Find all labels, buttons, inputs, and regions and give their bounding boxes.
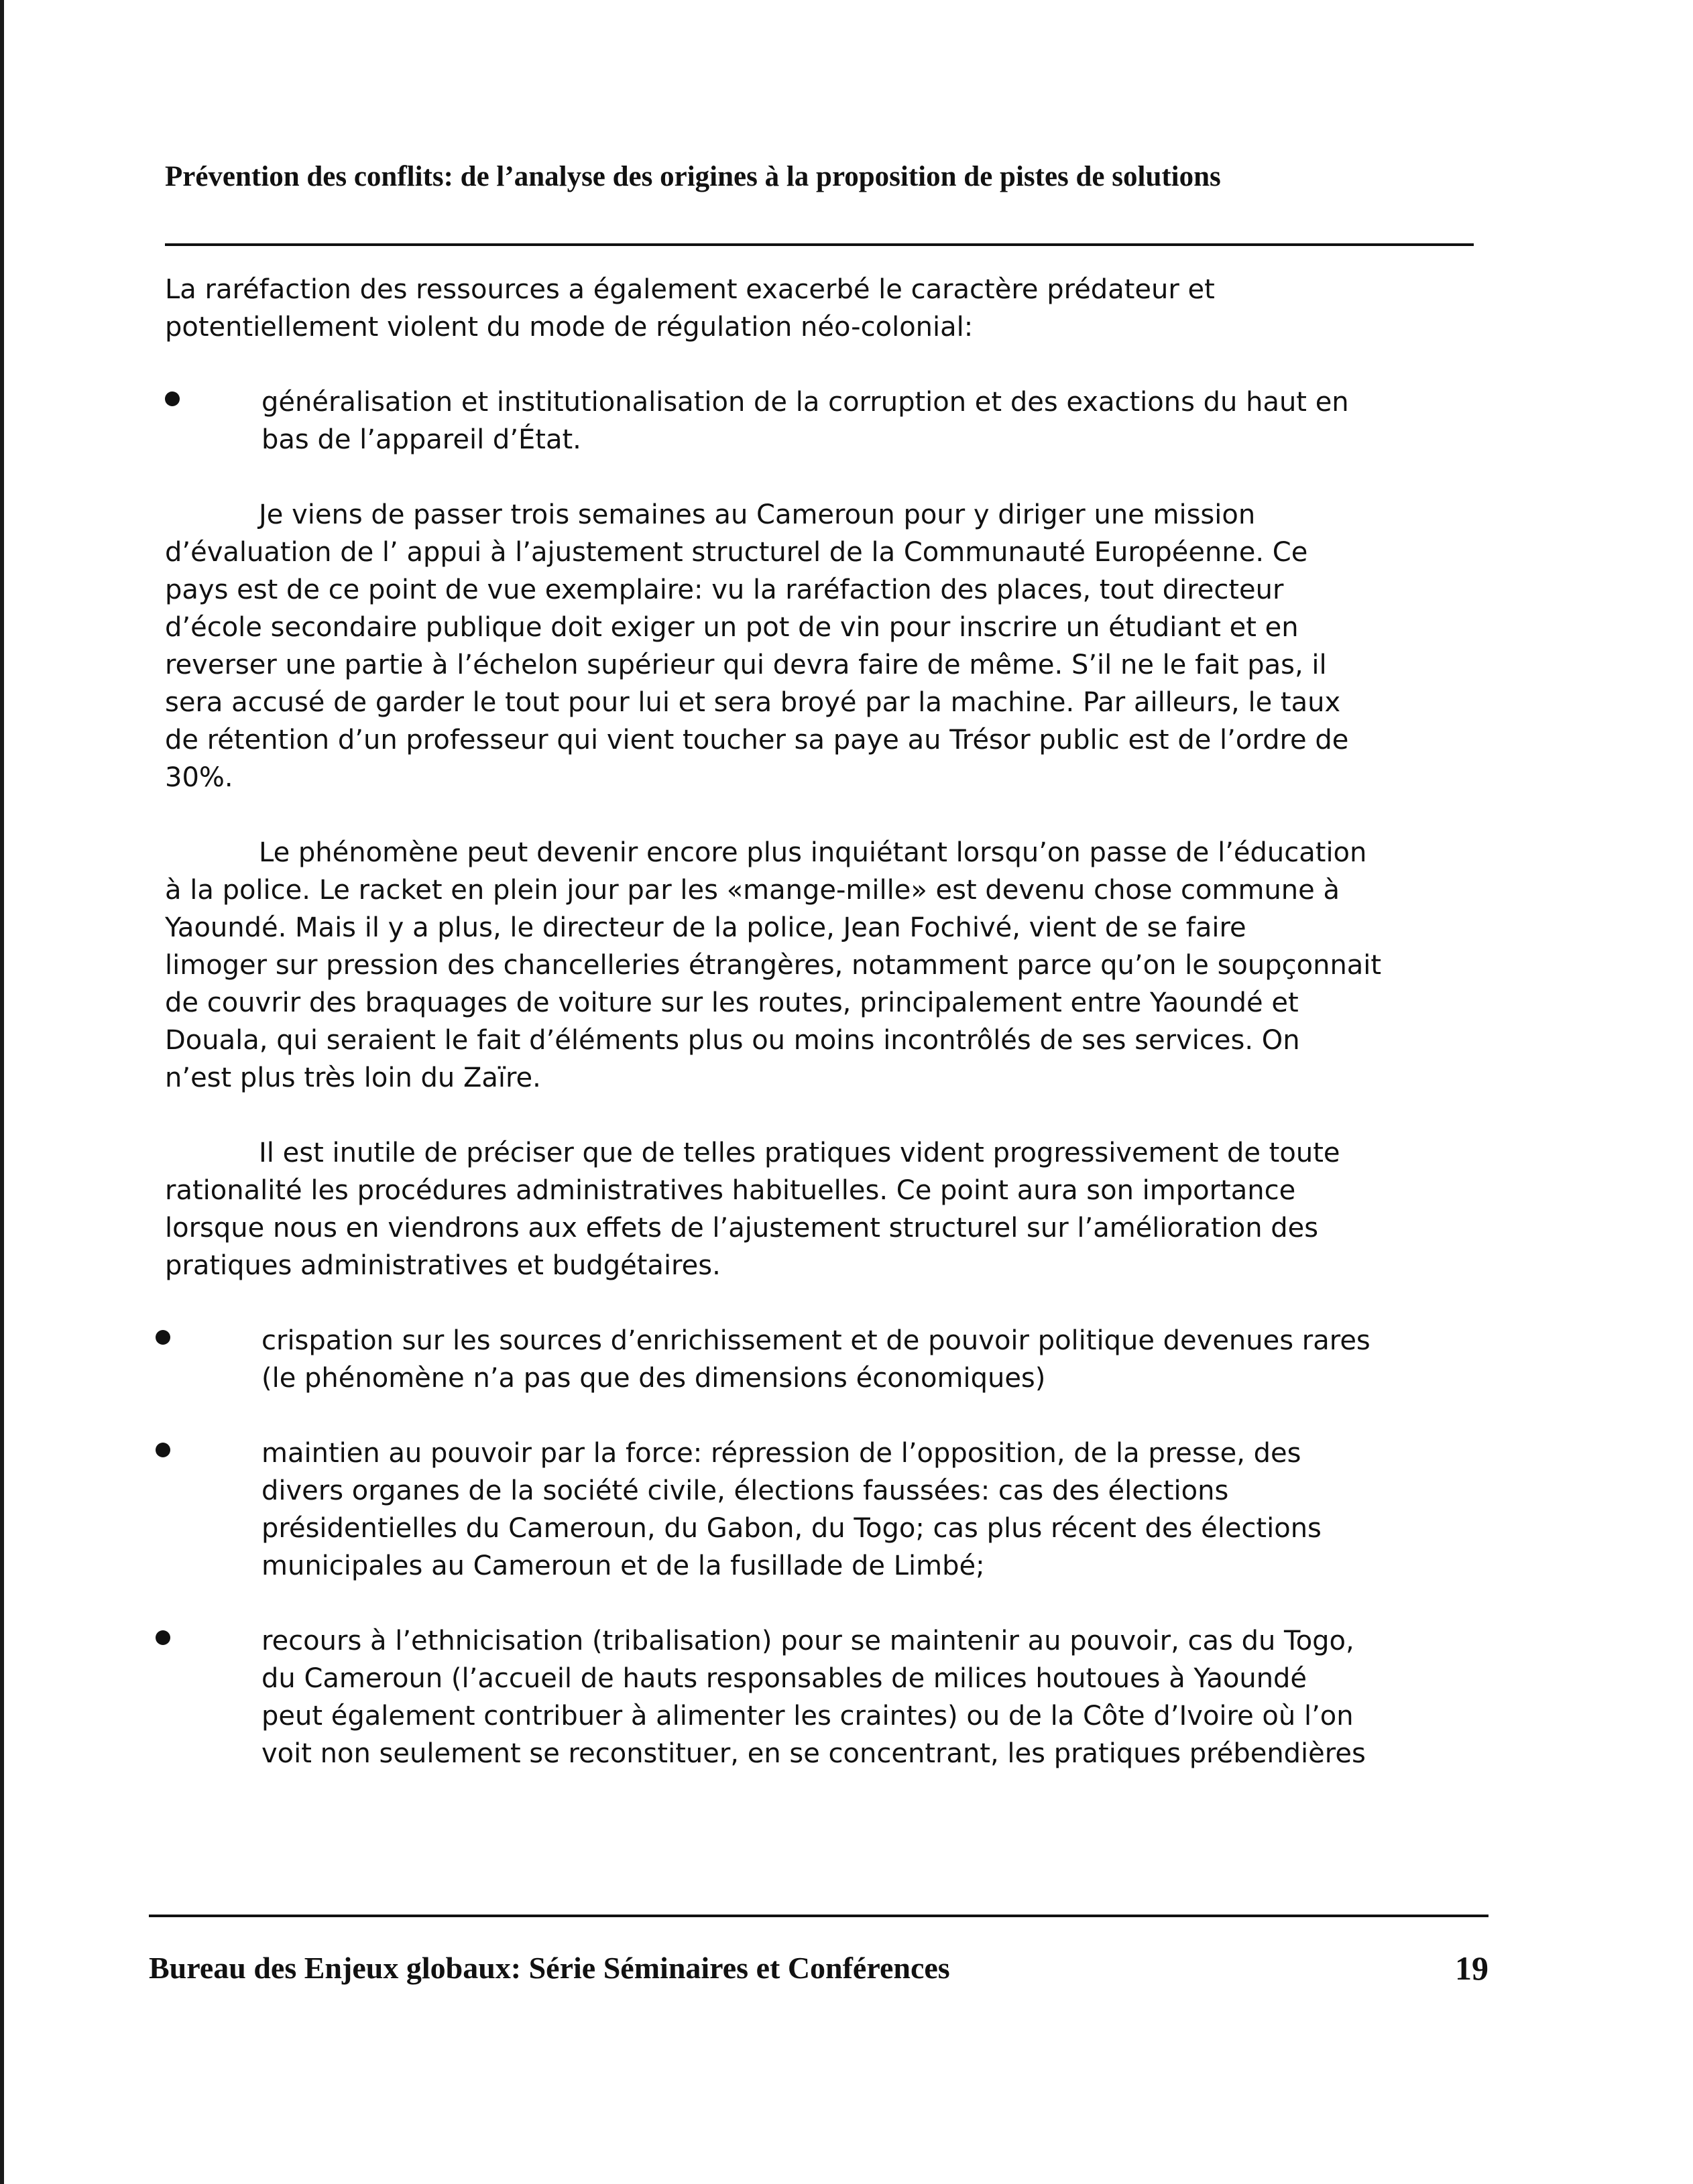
text-line: recours à l’ethnicisation (tribalisation) pour se maintenir au pouvoir, cas du Togo, — [261, 1626, 1354, 1656]
text-line: Douala, qui seraient le fait d’éléments plus ou moins incontrôlés de ses services. On — [165, 1025, 1300, 1056]
text-line: pays est de ce point de vue exemplaire: vu la raréfaction des places, tout directeur — [165, 574, 1284, 605]
intro-paragraph — [165, 271, 1493, 346]
text-line: 30%. — [165, 762, 233, 793]
bullet-icon — [165, 391, 180, 406]
text-line: Yaoundé. Mais il y a plus, le directeur de la police, Jean Fochivé, vient de se faire — [165, 912, 1246, 943]
text-line: de couvrir des braquages de voiture sur les routes, principalement entre Yaoundé et — [165, 987, 1299, 1018]
bullet-item-crispation — [165, 1322, 1493, 1397]
paragraph-police — [165, 834, 1493, 1097]
text-line: voit non seulement se reconstituer, en se concentrant, les pratiques prébendières — [261, 1738, 1366, 1769]
paragraph-administration — [165, 1134, 1493, 1284]
text-line: municipales au Cameroun et de la fusillade de Limbé; — [261, 1551, 985, 1581]
bullet-item-corruption — [165, 383, 1493, 459]
text-line: sera accusé de garder le tout pour lui et sera broyé par la machine. Par ailleurs, le taux — [165, 687, 1341, 718]
text-line: Le phénomène peut devenir encore plus inquiétant lorsqu’on passe de l’éducation — [259, 837, 1367, 868]
text-line: de rétention d’un professeur qui vient toucher sa paye au Trésor public est de l’ordre de — [165, 725, 1349, 755]
text-line: limoger sur pression des chancelleries étrangères, notamment parce qu’on le soupçonnait — [165, 950, 1382, 981]
text-line: divers organes de la société civile, élections faussées: cas des élections — [261, 1475, 1229, 1506]
text-line: d’école secondaire publique doit exiger un pot de vin pour inscrire un étudiant et en — [165, 612, 1299, 643]
text-line: à la police. Le racket en plein jour par les «mange-mille» est devenu chose commune à — [165, 875, 1340, 906]
text-line: La raréfaction des ressources a également exacerbé le caractère prédateur et — [165, 274, 1215, 305]
bullet-icon — [156, 1443, 170, 1457]
text-line: rationalité les procédures administratives habituelles. Ce point aura son importance — [165, 1175, 1296, 1206]
text-line: crispation sur les sources d’enrichissement et de pouvoir politique devenues rares — [261, 1325, 1370, 1356]
bullet-item-ethnicisation — [165, 1622, 1493, 1772]
text-line: potentiellement violent du mode de régulation néo-colonial: — [165, 312, 974, 343]
text-line: pratiques administratives et budgétaires. — [165, 1250, 721, 1281]
text-line: n’est plus très loin du Zaïre. — [165, 1063, 541, 1093]
bullet-icon — [156, 1630, 170, 1645]
text-line: maintien au pouvoir par la force: répression de l’opposition, de la presse, des — [261, 1438, 1301, 1469]
text-line: d’évaluation de l’ appui à l’ajustement structurel de la Communauté Européenne. Ce — [165, 537, 1308, 568]
footer-rule — [149, 1915, 1488, 1917]
bullet-icon — [156, 1330, 170, 1345]
running-header: Prévention des conflits: de l’analyse des origines à la proposition de pistes de solutions — [165, 161, 1221, 192]
text-line: du Cameroun (l’accueil de hauts responsables de milices houtoues à Yaoundé — [261, 1663, 1307, 1694]
text-line: lorsque nous en viendrons aux effets de l’ajustement structurel sur l’amélioration des — [165, 1213, 1319, 1243]
header-rule — [165, 243, 1474, 246]
footer-series-title: Bureau des Enjeux globaux: Série Séminaires et Conférences — [149, 1951, 950, 1985]
text-line: bas de l’appareil d’État. — [261, 424, 581, 455]
text-line: présidentielles du Cameroun, du Gabon, du Togo; cas plus récent des élections — [261, 1513, 1322, 1544]
text-line: peut également contribuer à alimenter les craintes) ou de la Côte d’Ivoire où l’on — [261, 1701, 1354, 1732]
text-line: généralisation et institutionalisation de la corruption et des exactions du haut en — [261, 387, 1349, 418]
bullet-item-force — [165, 1435, 1493, 1585]
document-body — [165, 271, 1493, 1772]
text-line: Il est inutile de préciser que de telles pratiques vident progressivement de toute — [259, 1138, 1340, 1168]
page-number: 19 — [1455, 1949, 1488, 1987]
text-line: (le phénomène n’a pas que des dimensions économiques) — [261, 1363, 1046, 1394]
paragraph-cameroun-mission — [165, 496, 1493, 796]
text-line: Je viens de passer trois semaines au Cameroun pour y diriger une mission — [259, 499, 1256, 530]
page-left-edge — [0, 0, 4, 2184]
text-line: reverser une partie à l’échelon supérieur qui devra faire de même. S’il ne le fait pas, il — [165, 650, 1327, 680]
